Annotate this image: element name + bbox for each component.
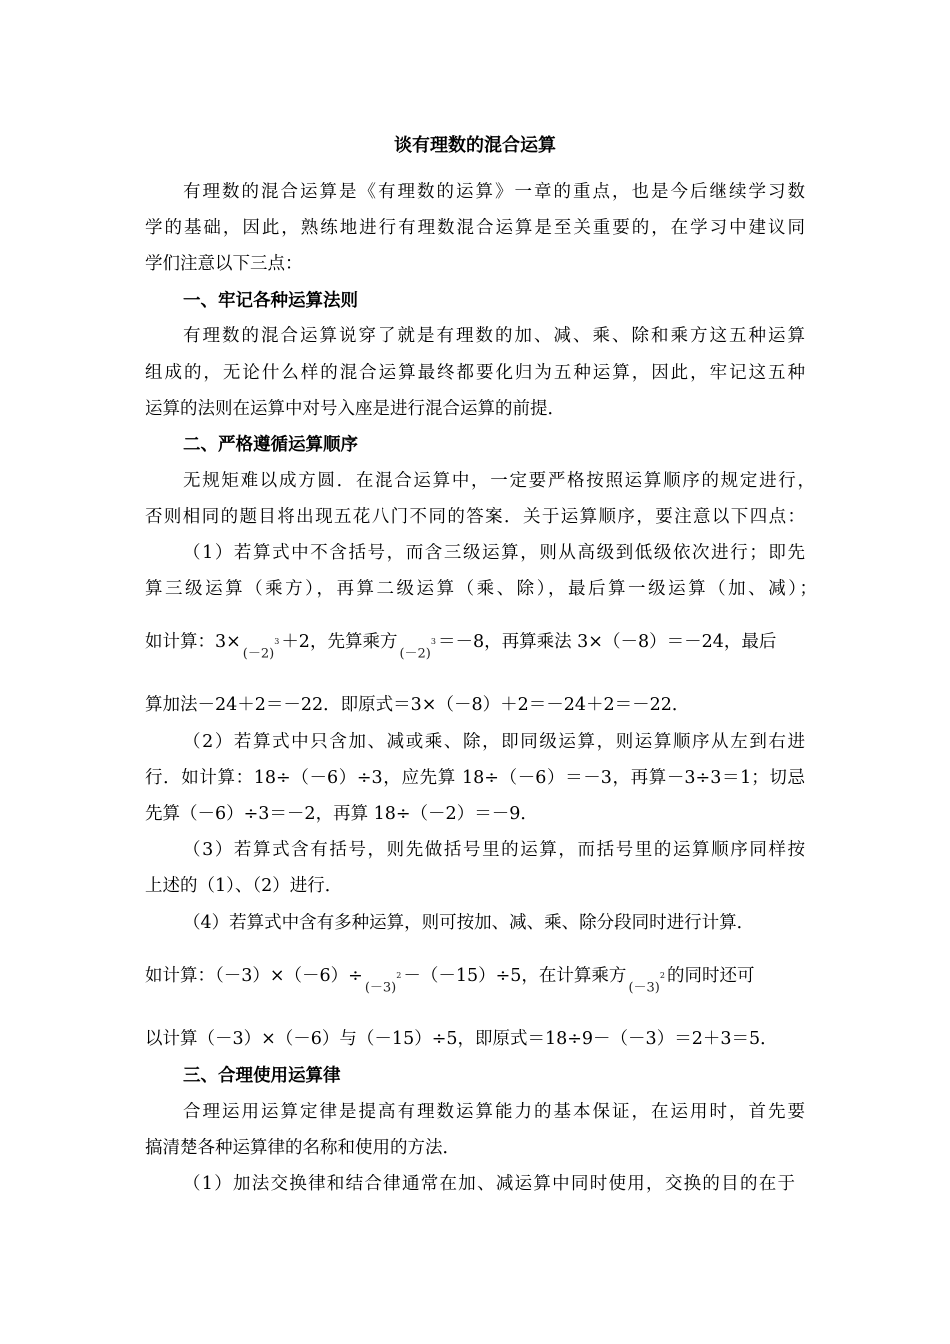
example-2-line bbox=[145, 964, 754, 1000]
s3-line-3: （1）加法交换律和结合律通常在加、减运算中同时使用，交换的目的在于 bbox=[183, 1174, 795, 1194]
ex1-part-b: ＋2，先算乘方 bbox=[281, 632, 398, 652]
intro-line-1: 有理数的混合运算是《有理数的运算》一章的重点，也是今后继续学习数 bbox=[183, 182, 805, 202]
s2-p2-line-2: 行．如计算：18÷（－6）÷3，应先算 18÷（－6）＝－3，再算－3÷3＝1；切忌 bbox=[145, 768, 805, 788]
section-2-heading: 二、严格遵循运算顺序 bbox=[183, 435, 358, 455]
ex2-part-c: 的同时还可 bbox=[666, 966, 755, 986]
s2-line-2: 否则相同的题目将出现五花八门不同的答案．关于运算顺序，要注意以下四点： bbox=[145, 507, 805, 527]
page-title: 谈有理数的混合运算 bbox=[394, 135, 556, 156]
power-minus3-squared-2: $(-3)^2$ bbox=[628, 970, 665, 995]
s2-p2-line-3: 先算（－6）÷3＝－2，再算 18÷（－2）＝－9． bbox=[145, 804, 538, 824]
s3-line-2: 搞清楚各种运算律的名称和使用的方法． bbox=[145, 1138, 460, 1158]
ex2-part-a: 如计算：（－3）×（－6）÷ bbox=[145, 966, 363, 986]
section-1-heading: 一、牢记各种运算法则 bbox=[183, 291, 358, 311]
example-2-end: 以计算（－3）×（－6）与（－15）÷5，即原式＝18÷9－（－3）＝2＋3＝5． bbox=[145, 1029, 778, 1049]
s1-line-1: 有理数的混合运算说穿了就是有理数的加、减、乘、除和乘方这五种运算 bbox=[183, 326, 805, 346]
s1-line-2: 组成的，无论什么样的混合运算最终都要化归为五种运算，因此，牢记这五种 bbox=[145, 363, 805, 383]
power-minus2-cubed-2: $(-2)^3$ bbox=[399, 636, 436, 661]
ex1-part-c: ＝－8，再算乘法 3×（－8）＝－24，最后 bbox=[437, 632, 777, 652]
example-1-line bbox=[145, 630, 776, 666]
s2-line-3: （1）若算式中不含括号，而含三级运算，则从高级到低级依次进行；即先 bbox=[183, 543, 805, 563]
s3-line-1: 合理运用运算定律是提高有理数运算能力的基本保证，在运用时，首先要 bbox=[183, 1102, 805, 1122]
s2-p3-line-1: （3）若算式含有括号，则先做括号里的运算，而括号里的运算顺序同样按 bbox=[183, 840, 805, 860]
s2-p2-line-1: （2）若算式中只含加、减或乘、除，即同级运算，则运算顺序从左到右进 bbox=[183, 732, 805, 752]
intro-line-3: 学们注意以下三点： bbox=[145, 254, 303, 274]
s2-line-4: 算三级运算（乘方），再算二级运算（乘、除），最后算一级运算（加、减）； bbox=[145, 579, 817, 599]
s2-p3-line-2: 上述的（1）、（2）进行． bbox=[145, 876, 343, 896]
s2-p4-line: （4）若算式中含有多种运算，则可按加、减、乘、除分段同时进行计算． bbox=[183, 913, 755, 933]
intro-line-2: 学的基础，因此，熟练地进行有理数混合运算是至关重要的，在学习中建议同 bbox=[145, 218, 805, 238]
ex2-part-b: －（－15）÷5，在计算乘方 bbox=[403, 966, 627, 986]
s2-line-1: 无规矩难以成方圆．在混合运算中，一定要严格按照运算顺序的规定进行， bbox=[183, 471, 815, 491]
s1-line-3: 运算的法则在运算中对号入座是进行混合运算的前提． bbox=[145, 399, 565, 419]
section-3-heading: 三、合理使用运算律 bbox=[183, 1066, 341, 1086]
power-minus2-cubed: $(-2)^3$ bbox=[242, 636, 280, 661]
power-minus3-squared: $(-3)^2$ bbox=[364, 970, 402, 995]
example-1-end: 算加法－24＋2＝－22．即原式＝3×（－8）＋2＝－24＋2＝－22． bbox=[145, 695, 690, 715]
ex1-part-a: 如计算：3× bbox=[145, 632, 241, 652]
